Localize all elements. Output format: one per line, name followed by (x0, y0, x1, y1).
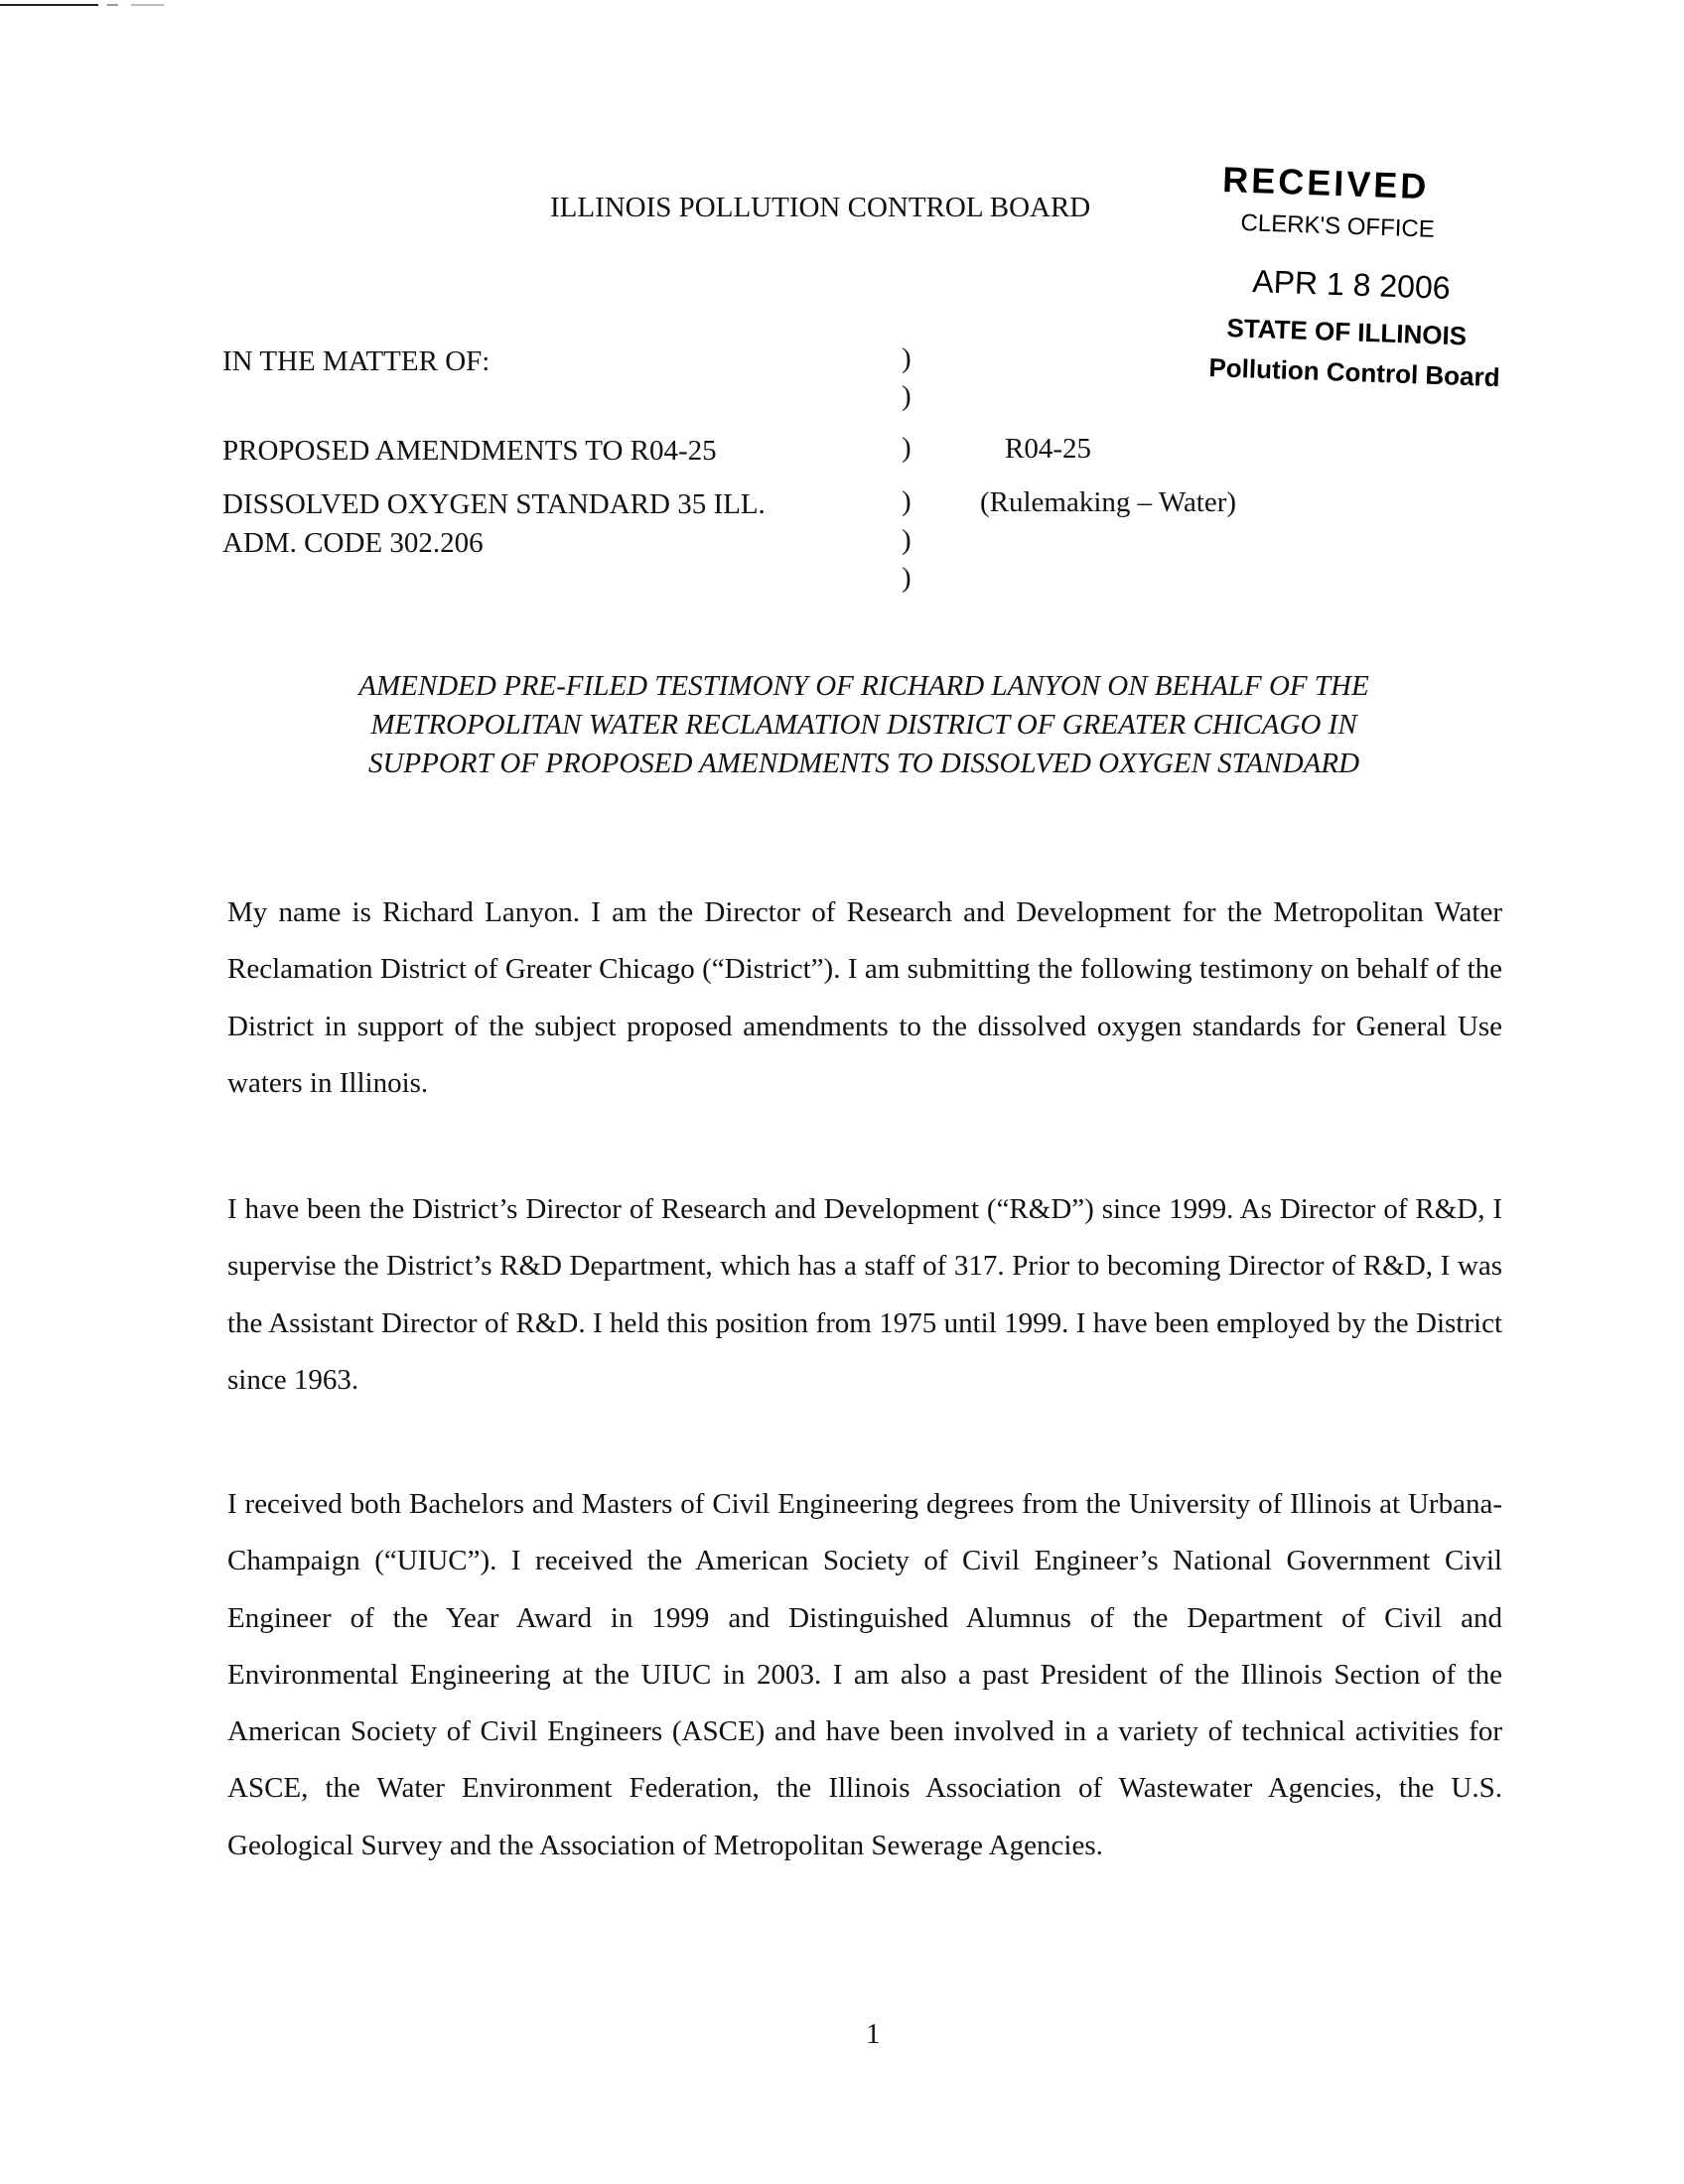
title-line3: SUPPORT OF PROPOSED AMENDMENTS TO DISSOLVED OXYGEN STANDARD (367, 748, 1360, 779)
stamp-office: CLERK'S OFFICE (1240, 209, 1436, 243)
caption-line1: PROPOSED AMENDMENTS TO R04-25 (222, 435, 717, 467)
stamp-state: STATE OF ILLINOIS (1225, 313, 1468, 351)
scan-artifact-line (0, 4, 164, 6)
board-header: ILLINOIS POLLUTION CONTROL BOARD (550, 192, 1091, 223)
caption-type: (Rulemaking – Water) (980, 486, 1237, 518)
caption-line2: DISSOLVED OXYGEN STANDARD 35 ILL. (222, 488, 766, 520)
caption-paren: ) (902, 380, 912, 412)
title-line1: AMENDED PRE-FILED TESTIMONY OF RICHARD LANYON ON BEHALF OF THE (358, 670, 1369, 702)
paragraph-2: I have been the District’s Director of Research and Development (“R&D”) since 1999. As Director of R&D, I supervise the District’s R&D Department, which has a staff of 317. Prior to becoming Director of R&D, I was the Assistant Director of R&D. I held this position from 1975 until 1999. I have been employed by the District since 1963. (227, 1193, 1502, 1396)
caption-paren: ) (902, 524, 912, 556)
title-line2: METROPOLITAN WATER RECLAMATION DISTRICT OF GREATER CHICAGO IN (370, 709, 1357, 741)
caption-paren: ) (902, 562, 912, 594)
caption-paren: ) (902, 342, 912, 374)
paragraph-3: I received both Bachelors and Masters of Civil Engineering degrees from the University of Illinois at Urbana-Champaign (“UIUC”). I received the American Society of Civil Engineer’s National Government Civil Engineer of the Year Award in 1999 and Distinguished Alumnus of the Department of Civil and Environmental Engineering at the UIUC in 2003. I am also a past President of the Illinois Section of the American Society of Civil Engineers (ASCE) and have been involved in a variety of technical activities for ASCE, the Water Environment Federation, the Illinois Association of Wastewater Agencies, the U.S. Geological Survey and the Association of Metropolitan Sewerage Agencies. (227, 1488, 1502, 1861)
caption-matter: IN THE MATTER OF: (222, 345, 491, 377)
paragraph-1: My name is Richard Lanyon. I am the Director of Research and Development for the Metropolitan Water Reclamation District of Greater Chicago (“District”). I am submitting the following testimony on behalf of the District in support of the subject proposed amendments to the dissolved oxygen standards for General Use waters in Illinois. (227, 896, 1502, 1099)
stamp-received: RECEIVED (1221, 159, 1430, 207)
page-number: 1 (866, 2018, 881, 2050)
caption-docket: R04-25 (1005, 433, 1091, 465)
stamp-board: Pollution Control Board (1207, 352, 1501, 393)
caption-line3: ADM. CODE 302.206 (222, 527, 484, 559)
testimony-title (228, 667, 1499, 783)
stamp-date: APR 1 8 2006 (1251, 263, 1452, 306)
caption-paren: ) (902, 485, 912, 517)
caption-paren: ) (902, 432, 912, 464)
